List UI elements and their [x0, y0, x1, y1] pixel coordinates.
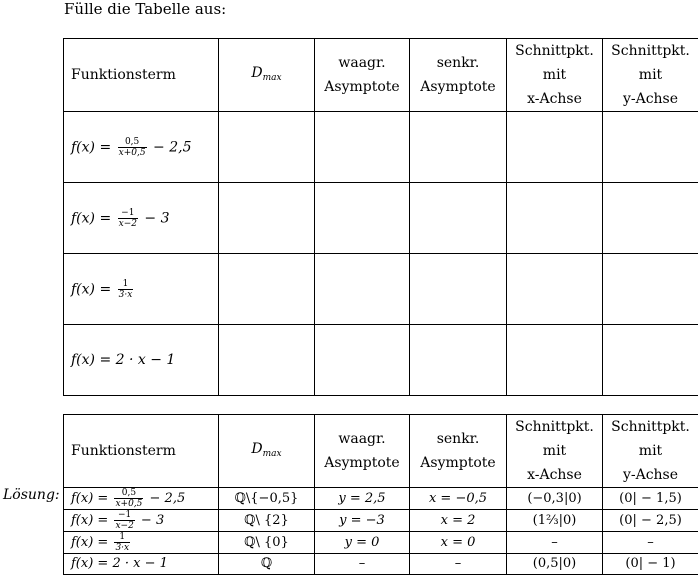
v-asymptote-value: x = 0	[410, 532, 507, 554]
blank-cell[interactable]	[507, 254, 603, 325]
exercise-row	[64, 183, 698, 254]
solution-row	[64, 532, 698, 554]
function-term: f(x) = $\frac{0,5}{x+0,5}$ − 2,5	[64, 488, 219, 510]
header-term: Funktionsterm	[64, 39, 219, 112]
y-int-line1: Schnittpkt.	[611, 419, 690, 435]
header-term: Funktionsterm	[64, 415, 219, 488]
v-asym-line2: Asymptote	[420, 79, 496, 95]
h-asymptote-value: y = −3	[315, 510, 410, 532]
y-intercept-value: (0| − 1)	[603, 554, 698, 575]
blank-cell[interactable]	[410, 112, 507, 183]
exercise-header-row	[64, 39, 698, 112]
function-term: f(x) = 2 · x − 1	[64, 325, 219, 396]
header-h-asymptote	[315, 39, 410, 112]
v-asymptote-value: –	[410, 554, 507, 575]
function-term: f(x) = 2 · x − 1	[64, 554, 219, 575]
blank-cell[interactable]	[603, 325, 698, 396]
dmax-subscript: max	[262, 72, 282, 83]
header-v-asymptote	[410, 39, 507, 112]
y-int-line3: y-Achse	[622, 467, 679, 483]
function-term: f(x) = $\frac{0,5}{x+0,5}$ − 2,5	[64, 112, 219, 183]
function-term: f(x) = $\frac{1}{3\cdot x}$	[64, 254, 219, 325]
function-term: f(x) = $\frac{-1}{x-2}$ − 3	[64, 183, 219, 254]
blank-cell[interactable]	[507, 325, 603, 396]
dmax-value: ℚ\ {2}	[219, 510, 315, 532]
header-h-asymptote	[315, 415, 410, 488]
blank-cell[interactable]	[219, 183, 315, 254]
v-asym-line2: Asymptote	[420, 455, 496, 471]
solution-label: Lösung:	[3, 487, 60, 503]
x-intercept-value: (1⅔|0)	[507, 510, 603, 532]
blank-cell[interactable]	[603, 254, 698, 325]
dmax-value: ℚ	[219, 554, 315, 575]
h-asym-line1: waagr.	[338, 55, 386, 71]
blank-cell[interactable]	[219, 254, 315, 325]
y-int-line1: Schnittpkt.	[611, 43, 690, 59]
exercise-row	[64, 254, 698, 325]
header-v-asymptote	[410, 415, 507, 488]
function-term: f(x) = $\frac{-1}{x-2}$ − 3	[64, 510, 219, 532]
h-asym-line2: Asymptote	[324, 79, 400, 95]
header-y-intercept	[603, 415, 698, 488]
header-y-intercept	[603, 39, 698, 112]
blank-cell[interactable]	[315, 183, 410, 254]
dmax-symbol: D	[251, 440, 263, 457]
v-asym-line1: senkr.	[436, 431, 480, 447]
y-intercept-value: –	[603, 532, 698, 554]
x-intercept-value: –	[507, 532, 603, 554]
y-int-line2: mit	[638, 443, 663, 459]
blank-cell[interactable]	[410, 325, 507, 396]
blank-cell[interactable]	[410, 254, 507, 325]
dmax-value: ℚ\ {0}	[219, 532, 315, 554]
exercise-row	[64, 112, 698, 183]
exercise-row	[64, 325, 698, 396]
x-int-line2: mit	[542, 443, 567, 459]
solution-header-row	[64, 415, 698, 488]
blank-cell[interactable]	[507, 183, 603, 254]
header-dmax	[219, 39, 315, 112]
blank-cell[interactable]	[315, 254, 410, 325]
dmax-symbol: D	[251, 64, 263, 81]
y-int-line3: y-Achse	[622, 91, 679, 107]
solution-row	[64, 488, 698, 510]
dmax-subscript: max	[262, 448, 282, 459]
instruction-text: Fülle die Tabelle aus:	[64, 0, 227, 18]
h-asymptote-value: y = 0	[315, 532, 410, 554]
blank-cell[interactable]	[315, 325, 410, 396]
blank-cell[interactable]	[410, 183, 507, 254]
function-term: f(x) = $\frac{1}{3\cdot x}$	[64, 532, 219, 554]
blank-cell[interactable]	[219, 112, 315, 183]
x-int-line2: mit	[542, 67, 567, 83]
h-asym-line2: Asymptote	[324, 455, 400, 471]
h-asymptote-value: y = 2,5	[315, 488, 410, 510]
x-intercept-value: (0,5|0)	[507, 554, 603, 575]
header-x-intercept	[507, 415, 603, 488]
y-intercept-value: (0| − 2,5)	[603, 510, 698, 532]
x-int-line1: Schnittpkt.	[515, 419, 594, 435]
y-int-line2: mit	[638, 67, 663, 83]
solution-row	[64, 510, 698, 532]
h-asym-line1: waagr.	[338, 431, 386, 447]
solution-row	[64, 554, 698, 575]
x-intercept-value: (−0,3|0)	[507, 488, 603, 510]
solution-table	[63, 414, 698, 575]
blank-cell[interactable]	[603, 112, 698, 183]
x-int-line1: Schnittpkt.	[515, 43, 594, 59]
h-asymptote-value: –	[315, 554, 410, 575]
blank-cell[interactable]	[219, 325, 315, 396]
v-asym-line1: senkr.	[436, 55, 480, 71]
dmax-value: ℚ\{−0,5}	[219, 488, 315, 510]
exercise-table	[63, 38, 698, 396]
y-intercept-value: (0| − 1,5)	[603, 488, 698, 510]
blank-cell[interactable]	[507, 112, 603, 183]
header-x-intercept	[507, 39, 603, 112]
x-int-line3: x-Achse	[527, 91, 582, 107]
v-asymptote-value: x = −0,5	[410, 488, 507, 510]
x-int-line3: x-Achse	[527, 467, 582, 483]
v-asymptote-value: x = 2	[410, 510, 507, 532]
header-dmax	[219, 415, 315, 488]
blank-cell[interactable]	[603, 183, 698, 254]
blank-cell[interactable]	[315, 112, 410, 183]
